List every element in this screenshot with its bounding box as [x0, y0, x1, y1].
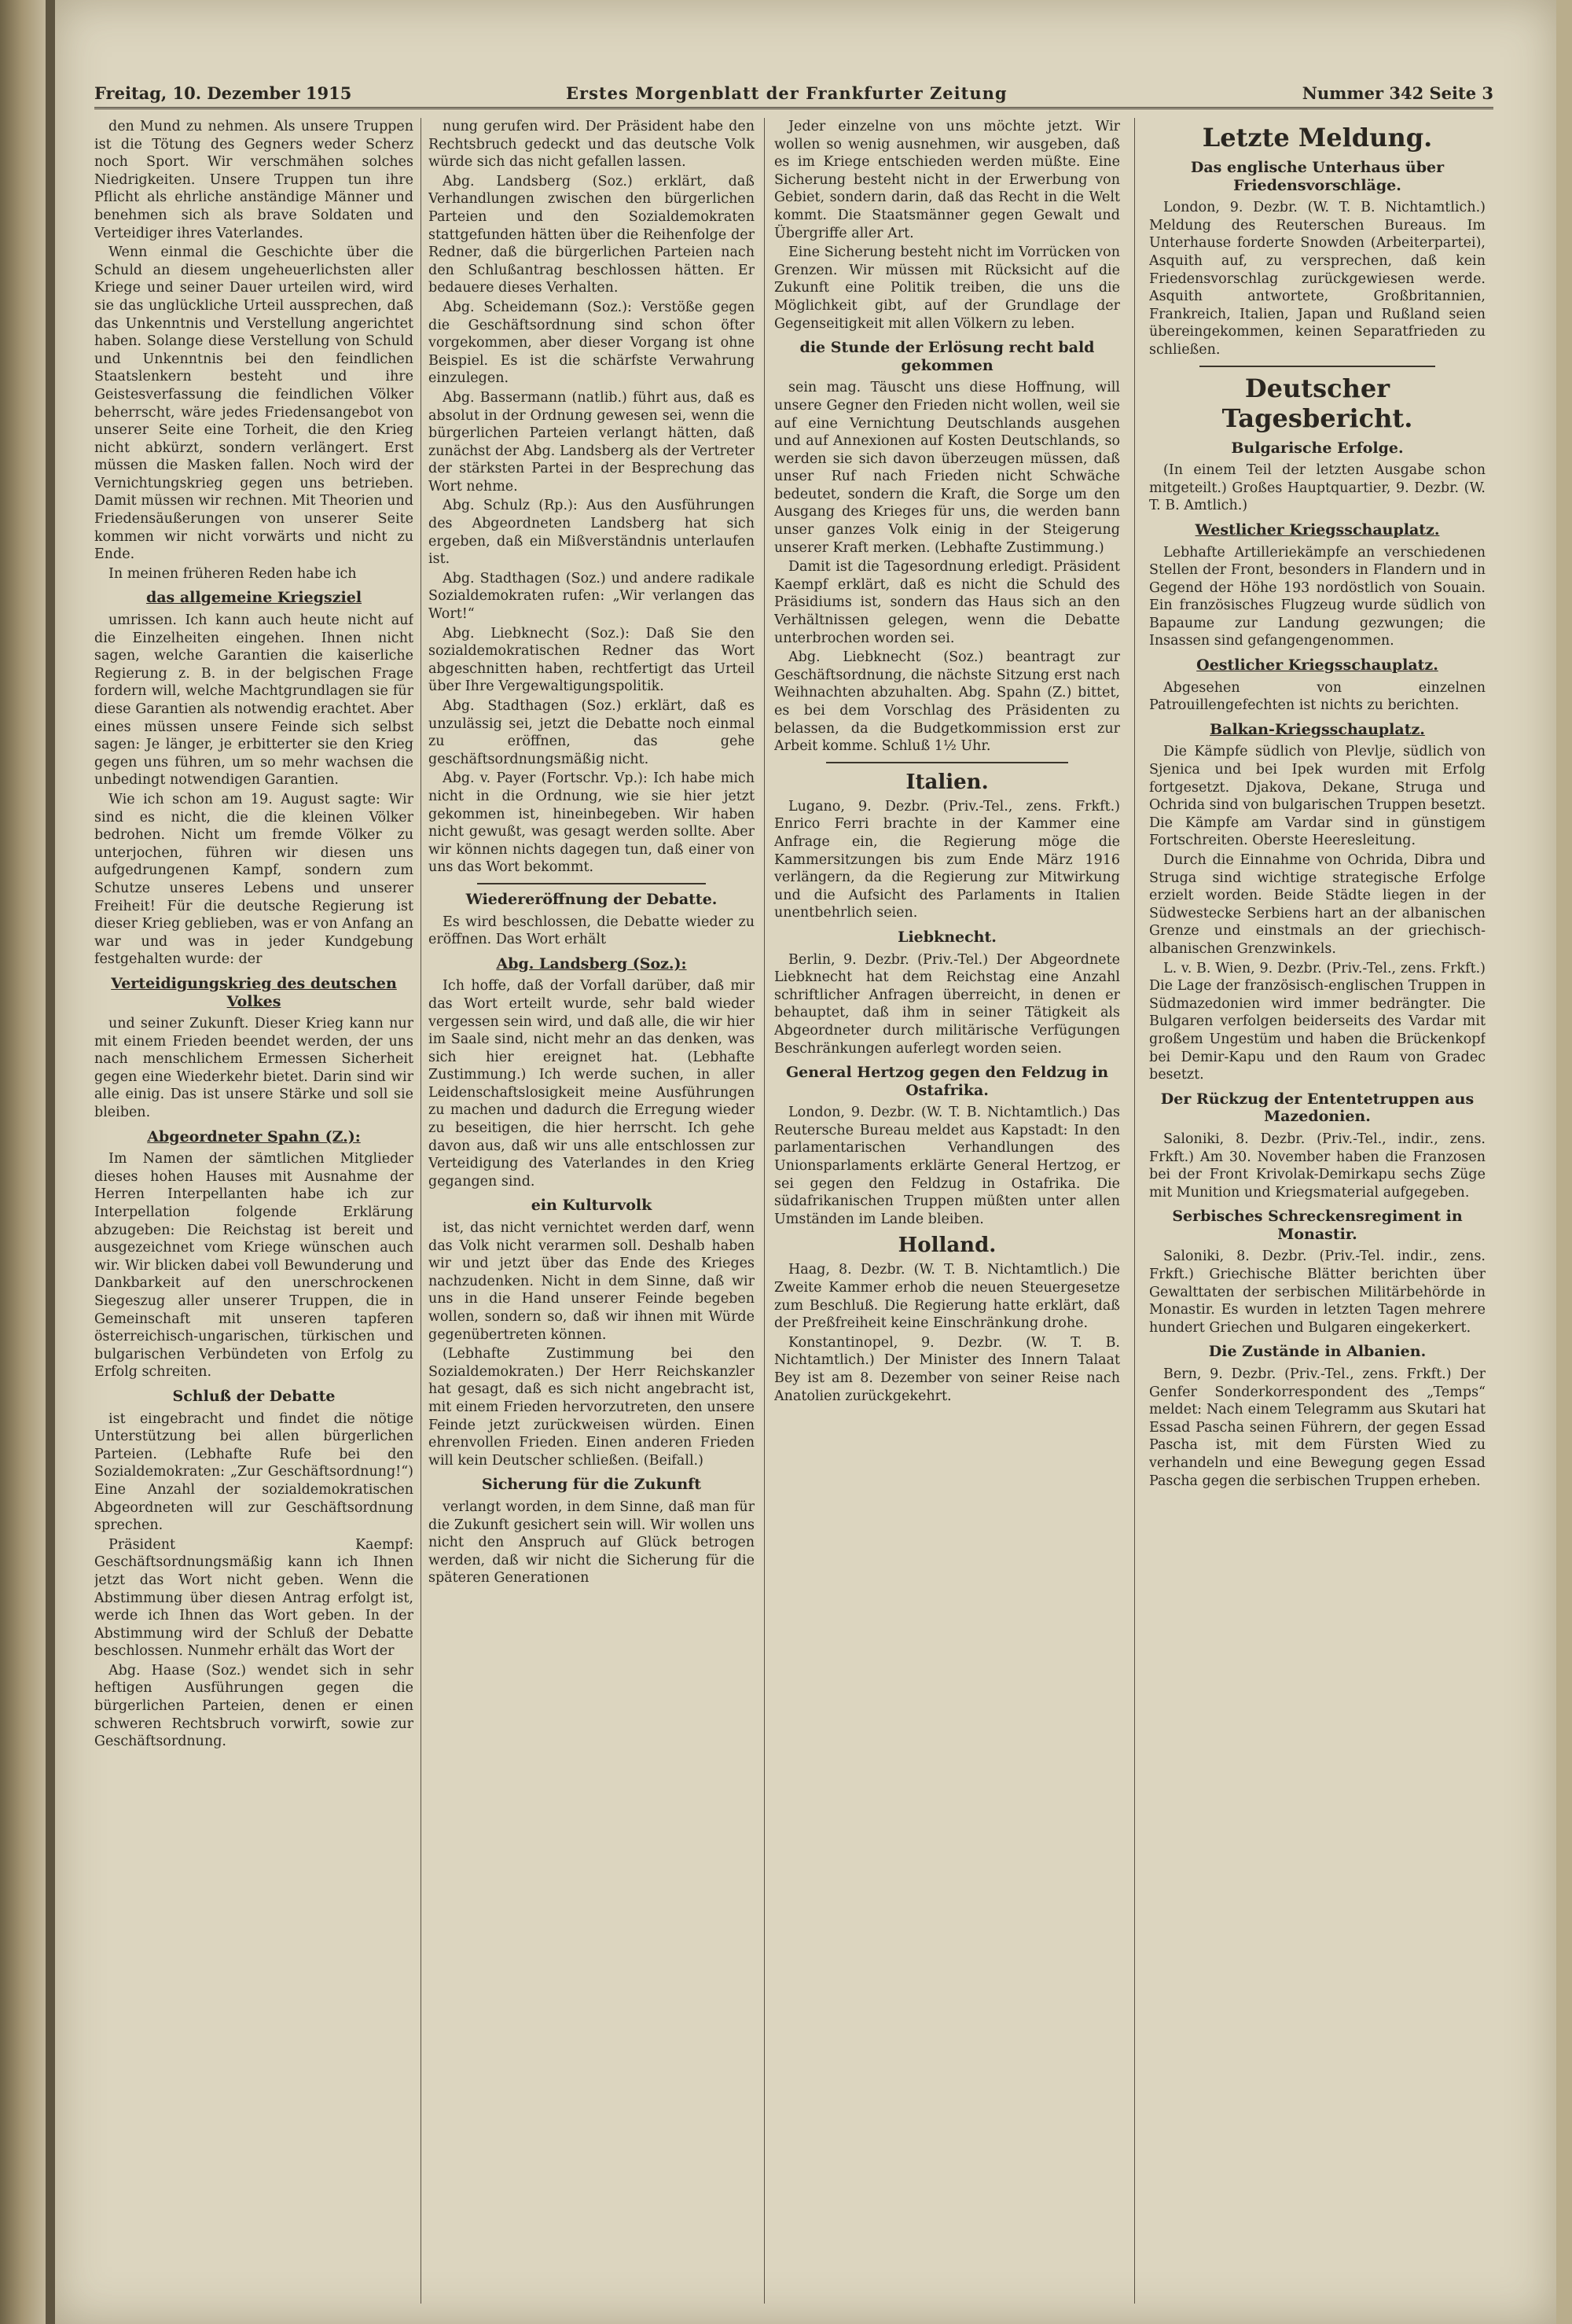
issue-number: Nummer 342 Seite 3: [1302, 83, 1493, 103]
paragraph: Abg. v. Payer (Fortschr. Vp.): Ich habe mich nicht in die Ordnung, wie sie hier jetzt gekommen ist, hineinbegeben. Wir haben nicht gewußt, was gesagt werden sollte. Aber wir können nichts dagegen tun, daß einer von uns das Wort bekommt.: [428, 770, 755, 876]
subheading: Abg. Landsberg (Soz.):: [496, 954, 687, 973]
column-2: [428, 118, 755, 2304]
subheading: Die Zustände in Albanien.: [1208, 1343, 1427, 1361]
paragraph: Berlin, 9. Dezbr. (Priv.-Tel.) Der Abgeordnete Liebknecht hat dem Reichstag eine Anzahl schriftlicher Anfragen überreicht, in denen er behauptet, daß ihm in seiner Tätigkeit als Abgeordneter durch militärische Verfügungen Beschränkungen auferlegt worden seien.: [774, 951, 1120, 1057]
subheading: Schluß der Debatte: [172, 1387, 336, 1405]
paragraph: L. v. B. Wien, 9. Dezbr. (Priv.-Tel., zens. Frkft.) Die Lage der französisch-englischen Truppen in Südmazedonien wird immer bedrängter. Die Bulgaren verfolgen beiderseits des Vardar mit großem Ungestüm und haben die Brückenkopf bei Demir-Kapu und den Raum von Gradec besetzt.: [1149, 960, 1486, 1083]
subheading: Wiedereröffnung der Debatte.: [465, 890, 718, 908]
subheading: Das englische Unterhaus über Friedensvorschläge.: [1190, 159, 1445, 194]
divider: [1199, 366, 1435, 367]
paragraph: sein mag. Täuscht uns diese Hoffnung, will unsere Gegner den Frieden nicht wollen, weil sie auf eine Vernichtung Deutschlands ausgehen und auf Annexionen auf Kosten Deutschlands, so werden sie sich davon überzeugen müssen, daß unser Ruf nach Frieden nicht Schwäche bedeutet, sondern die Kraft, die Sorge um den Ausgang des Krieges für uns, die werden bann unser ganzes Volk einig in der Steigerung unserer Kraft merken. (Lebhafte Zustimmung.): [774, 380, 1120, 556]
paragraph: Konstantinopel, 9. Dezbr. (W. T. B. Nichtamtlich.) Der Minister des Innern Talaat Bey ist am 8. Dezember von seiner Reise nach Anatolien zurückgekehrt.: [774, 1334, 1120, 1404]
paragraph: Die Kämpfe südlich von Plevlje, südlich von Sjenica und bei Ipek wurden mit Erfolg fortgesetzt. Djakova, Dekane, Struga und Ochrida sind von bulgarischen Truppen besetzt. Die Kämpfe am Vardar sind in günstigem Fortschreiten. Oberste Heeresleitung.: [1149, 744, 1486, 849]
subheading: Abgeordneter Spahn (Z.):: [147, 1127, 361, 1145]
paragraph: Es wird beschlossen, die Debatte wieder zu eröffnen. Das Wort erhält: [428, 914, 755, 948]
paragraph: Lugano, 9. Dezbr. (Priv.-Tel., zens. Frkft.) Enrico Ferri brachte in der Kammer eine Anfrage ein, die Regierung möge die Kammersitzungen bis zum Ende März 1916 verlängern, da die Regierung zur Mitwirkung und die Aufsicht des Parlaments in Italien unentbehrlich seien.: [774, 798, 1120, 921]
paragraph: Wenn einmal die Geschichte über die Schuld an diesem ungeheuerlichsten aller Kriege und seiner Dauer urteilen wird, wird sie das unglückliche Urteil aussprechen, daß das Unkenntnis und Verstellung angerichtet haben. Solange diese Verstellung von Schuld und Unkenntnis bei den feindlichen Staatslenkern besteht und ihre Geistesverfassung die feindlichen Völker beherrscht, wäre jedes Friedensangebot von unserer Seite eine Torheit, die den Krieg nicht abkürzt, sondern verlängert. Erst müssen die Masken fallen. Noch wird der Vernichtungskrieg gegen uns betrieben. Damit müssen wir rechnen. Mit Theorien und Friedensäußerungen von unserer Seite kommen wir nicht vorwärts und nicht zu Ende.: [94, 245, 413, 563]
section-heading: Italien.: [905, 770, 989, 794]
paragraph: (Lebhafte Zustimmung bei den Sozialdemokraten.) Der Herr Reichskanzler hat gesagt, daß es sich nicht angebracht ist, mit einem Frieden hervorzutreten, den unsere Feinde jetzt zurückweisen würden. Einen ehrenvollen Frieden. Einen anderen Frieden will kein Deutscher schließen. (Beifall.): [428, 1346, 755, 1469]
paragraph: Saloniki, 8. Dezbr. (Priv.-Tel., indir., zens. Frkft.) Am 30. November haben die Franzosen bei der Front Krivolak-Demirkapu sechs Züge mit Munition und Kriegsmaterial aufgegeben.: [1149, 1131, 1486, 1201]
subheading: Bulgarische Erfolge.: [1231, 439, 1404, 457]
paragraph: London, 9. Dezbr. (W. T. B. Nichtamtlich.) Das Reutersche Bureau meldet aus Kapstadt: In den parlamentarischen Verhandlungen des Unionsparlaments erklärte General Hertzog, er sei gegen den Feldzug in Ostafrika. Die südafrikanischen Truppen müßten unter allen Umständen im Lande bleiben.: [774, 1105, 1120, 1227]
paragraph: Lebhafte Artilleriekämpfe an verschiedenen Stellen der Front, besonders in Flandern und in Gegend der Höhe 193 nordöstlich von Souain. Ein französisches Flugzeug wurde südlich von Bapaume zur Landung gezwungen; die Insassen sind gefangengenommen.: [1149, 544, 1486, 649]
paragraph: Abg. Liebknecht (Soz.) beantragt zur Geschäftsordnung, die nächste Sitzung erst nach Weihnachten abzuhalten. Abg. Spahn (Z.) bittet, es bei dem Vorschlag des Präsidenten zu belassen, da die Budgetkommission erst zur Arbeit komme. Schluß 1½ Uhr.: [774, 649, 1120, 755]
column-rule: [1134, 118, 1135, 2304]
paragraph: verlangt worden, in dem Sinne, daß man für die Zukunft gesichert sein will. Wir wollen uns nicht den Anspruch auf Glück betrogen werden, daß wir nicht die Sicherung für die späteren Generationen: [428, 1498, 755, 1587]
section-heading: Deutscher Tagesbericht.: [1221, 373, 1413, 433]
paragraph: Abg. Schulz (Rp.): Aus den Ausführungen des Abgeordneten Landsberg hat sich ergeben, daß ein Mißverständnis unterlaufen ist.: [428, 498, 755, 568]
paragraph: Haag, 8. Dezbr. (W. T. B. Nichtamtlich.) Die Zweite Kammer erhob die neuen Steuergesetze zum Beschluß. Die Regierung hatte erklärt, daß der Preßfreiheit keine Einschränkung drohe.: [774, 1262, 1120, 1332]
paragraph: (In einem Teil der letzten Ausgabe schon mitgeteilt.) Großes Hauptquartier, 9. Dezbr. (W. T. B. Amtlich.): [1149, 462, 1486, 514]
paragraph: Abg. Stadthagen (Soz.) und andere radikale Sozialdemokraten rufen: „Wir verlangen das Wort!“: [428, 570, 755, 623]
paragraph: Eine Sicherung besteht nicht im Vorrücken von Grenzen. Wir müssen mit Rücksicht auf die Zukunft eine Politik treiben, die uns die Möglichkeit gibt, auf der Grundlage der Gegenseitigkeit mit allen Völkern zu leben.: [774, 245, 1120, 332]
paragraph: und seiner Zukunft. Dieser Krieg kann nur mit einem Frieden beendet werden, der uns nach menschlichem Ermessen Sicherheit gegen eine Wiederkehr bietet. Darin sind wir alle einig. Das ist unsere Stärke und soll sie bleiben.: [94, 1016, 413, 1121]
paragraph: Abg. Haase (Soz.) wendet sich in sehr heftigen Ausführungen gegen die bürgerlichen Parteien, denen er einen schweren Rechtsbruch vorwirft, sowie zur Geschäftsordnung.: [94, 1662, 413, 1750]
paragraph: Ich hoffe, daß der Vorfall darüber, daß mir das Wort erteilt wurde, sehr bald wieder vergessen sein wird, und daß alle, die wir hier im Saale sind, nicht mehr an das denken, was sich hier ereignet hat. (Lebhafte Zustimmung.) Ich werde suchen, in aller Leidenschaftslosigkeit meine Ausführungen zu machen und dadurch die Erregung wieder zu beseitigen, die hier herrscht. Ich gehe davon aus, daß wir uns alle entschlossen zur Verteidigung des Vaterlandes in den Krieg gegangen sind.: [428, 978, 755, 1190]
divider: [477, 883, 706, 884]
page-edge-right: [1556, 0, 1572, 2324]
column-rule: [764, 118, 765, 2304]
subheading: General Hertzog gegen den Feldzug in Ostafrika.: [785, 1064, 1109, 1099]
paragraph: den Mund zu nehmen. Als unsere Truppen ist die Tötung des Gegners weder Scherz noch Sport. Wir verschmähen solches Niedrigkeiten. Unsere Truppen tun ihre Pflicht als ehrliche anständige Männer und benehmen sich als brave Soldaten und Verteidiger ihres Vaterlandes.: [94, 119, 413, 241]
binding: [46, 0, 55, 2324]
subheading: Sicherung für die Zukunft: [481, 1476, 702, 1494]
paragraph: nung gerufen wird. Der Präsident habe den Rechtsbruch gedeckt und das deutsche Volk würde sich das nicht gefallen lassen.: [428, 119, 755, 171]
divider: [826, 762, 1068, 763]
subheading: Oestlicher Kriegsschauplatz.: [1196, 656, 1438, 675]
section-heading: Letzte Meldung.: [1202, 123, 1433, 153]
paragraph: ist eingebracht und findet die nötige Unterstützung bei allen bürgerlichen Parteien. (Lebhafte Rufe bei den Sozialdemokraten: „Zur Geschäftsordnung!“) Eine Anzahl der sozialdemokratischen Abgeordneten will zur Geschäftsordnung sprechen.: [94, 1410, 413, 1534]
subheading: ein Kulturvolk: [531, 1197, 652, 1215]
paragraph: Abg. Bassermann (natlib.) führt aus, daß es absolut in der Ordnung gewesen sei, wenn die bürgerlichen Parteien verlangt hätten, daß zunächst der Abg. Landsberg als der Vertreter der stärksten Partei in der Besprechung das Wort nehme.: [428, 389, 755, 495]
masthead: [94, 80, 1493, 109]
paragraph: Jeder einzelne von uns möchte jetzt. Wir wollen so wenig ausnehmen, wir ausgeben, daß es im Kriege entschieden werden müßte. Eine Sicherung besteht nicht in der Erwerbung von Gebiet, sondern darin, daß das Recht in die Welt kommt. Die Staatsmänner gegen Gewalt und Übergriffe aller Art.: [774, 119, 1120, 241]
paper-name: Erstes Morgenblatt der Frankfurter Zeitung: [566, 83, 1008, 103]
column-3: [774, 118, 1120, 2304]
paragraph: Durch die Einnahme von Ochrida, Dibra und Struga sind wichtige strategische Erfolge erzielt worden. Beide Städte liegen in der Südwestecke Serbiens hart an der albanischen Grenze und einstmals an der griechisch-albanischen Grenzwinkels.: [1149, 852, 1486, 957]
subheading: das allgemeine Kriegsziel: [145, 589, 362, 607]
paragraph: In meinen früheren Reden habe ich: [108, 565, 357, 582]
paragraph: umrissen. Ich kann auch heute nicht auf die Einzelheiten eingehen. Ihnen nicht sagen, welche Garantien die kaiserliche Regierung z. B. in der belgischen Frage fordern will, welche Machtgrundlagen sie für diese Garantien als notwendig erachtet. Aber eines müssen unsere Feinde sich selbst sagen: Je länger, je erbitterter sie den Krieg gegen uns führen, um so mehr wachsen die unbedingt notwendigen Garantien.: [94, 612, 413, 789]
paragraph: Wie ich schon am 19. August sagte: Wir sind es nicht, die die kleinen Völker bedrohen. Nicht um fremde Völker zu unterjochen, führen wir diesen uns aufgedrungenen Kampf, sondern zum Schutze unseres Lebens und unserer Freiheit! Für die deutsche Regierung ist dieser Krieg geblieben, was er von Anfang an war und was in jeder Kundgebung festgehalten wurde: der: [94, 791, 413, 968]
paragraph: Abg. Stadthagen (Soz.) erklärt, daß es unzulässig sei, jetzt die Debatte noch einmal zu eröffnen, das gehe geschäftsordnungsmäßig nicht.: [428, 698, 755, 767]
paragraph: Abg. Liebknecht (Soz.): Daß Sie den sozialdemokratischen Redner das Wort abgeschnitten haben, rechtfertigt das Urteil über Ihre Vergewaltigungspolitik.: [428, 625, 755, 695]
subheading: Balkan-Kriegsschauplatz.: [1210, 720, 1425, 738]
column-1: [94, 118, 413, 2304]
subheading: Verteidigungskrieg des deutschen Volkes: [111, 974, 397, 1010]
paragraph: Damit ist die Tagesordnung erledigt. Präsident Kaempf erklärt, daß es nicht die Schuld des Präsidiums ist, sondern das Haus sich an den Verhältnissen gelegen, wenn die Debatte unterbrochen worden sei.: [774, 559, 1120, 646]
paragraph: Saloniki, 8. Dezbr. (Priv.-Tel. indir., zens. Frkft.) Griechische Blätter berichten über Gewalttaten der serbischen Militärbehörde in Monastir. Es wurden in letzten Tagen mehrere hundert Griechen und Bulgaren eingekerkert.: [1149, 1248, 1486, 1336]
paragraph: Präsident Kaempf: Geschäftsordnungsmäßig kann ich Ihnen jetzt das Wort nicht geben. Wenn die Abstimmung über diesen Antrag erfolgt ist, werde ich Ihnen das Wort geben. In der Abstimmung wird der Schluß der Debatte beschlossen. Nunmehr erhält das Wort der: [94, 1536, 413, 1660]
section-heading: Holland.: [898, 1234, 997, 1258]
paragraph: Bern, 9. Dezbr. (Priv.-Tel., zens. Frkft.) Der Genfer Sonderkorrespondent des „Temps“ meldet: Nach einem Telegramm aus Skutari hat Essad Pascha seinen Führern, der gegen Essad Pascha ist, mit dem Fürsten Wied zu verhandeln und eine Bewegung gegen Essad Pascha gegen die serbischen Truppen erheben.: [1149, 1366, 1486, 1489]
subheading: Liebknecht.: [898, 928, 997, 946]
subheading: Westlicher Kriegsschauplatz.: [1195, 520, 1440, 539]
issue-date: Freitag, 10. Dezember 1915: [94, 83, 352, 103]
subheading: die Stunde der Erlösung recht bald gekommen: [799, 339, 1095, 374]
subheading: Der Rückzug der Ententetruppen aus Mazedonien.: [1160, 1090, 1475, 1126]
column-4: [1149, 118, 1486, 2304]
paragraph: Abg. Scheidemann (Soz.): Verstöße gegen die Geschäftsordnung sind schon öfter vorgekommen, aber dieser Vorgang ist ohne Beispiel. Es ist die schärfste Verwahrung einzulegen.: [428, 299, 755, 387]
paragraph: London, 9. Dezbr. (W. T. B. Nichtamtlich.) Meldung des Reuterschen Bureaus. Im Unterhause forderte Snowden (Arbeiterpartei), Asquith auf, zu versprechen, daß kein Friedensvorschlag zurückgewiesen werde. Asquith antwortete, Großbritannien, Frankreich, Italien, Japan und Rußland seien übereingekommen, keinen Separatfrieden zu schließen.: [1149, 200, 1486, 358]
paragraph: Im Namen der sämtlichen Mitglieder dieses hohen Hauses mit Ausnahme der Herren Interpellanten habe ich zur Interpellation folgende Erklärung abzugeben: Die Reichstag ist bereit und ausgezeichnet vom Kriege wünschen auch wir. Wir blicken dabei voll Bewunderung und Dankbarkeit auf den unerschrockenen Siegeszug aller unserer Truppen, die in Gemeinschaft mit unseren tapferen österreichisch-ungarischen, türkischen und bulgarischen Verbündeten von Erfolg zu Erfolg schreiten.: [94, 1151, 413, 1381]
paragraph: ist, das nicht vernichtet werden darf, wenn das Volk nicht verarmen soll. Deshalb haben wir und jetzt über das Ende des Krieges nachzudenken. Nicht in dem Sinne, daß wir uns in die Hand unserer Feinde begeben wollen, sondern so, daß wir ihnen mit Würde gegenübertreten können.: [428, 1220, 755, 1343]
paragraph: Abg. Landsberg (Soz.) erklärt, daß Verhandlungen zwischen den bürgerlichen Parteien und den Sozialdemokraten stattgefunden hätten über die Reihenfolge der Redner, daß die bürgerlichen Parteien nach den Schlußantrag beschlossen hätten. Er bedauere dieses Verhalten.: [428, 173, 755, 296]
subheading: Serbisches Schreckensregiment in Monastir.: [1172, 1208, 1463, 1243]
paragraph: Abgesehen von einzelnen Patrouillengefechten ist nichts zu berichten.: [1149, 679, 1486, 714]
